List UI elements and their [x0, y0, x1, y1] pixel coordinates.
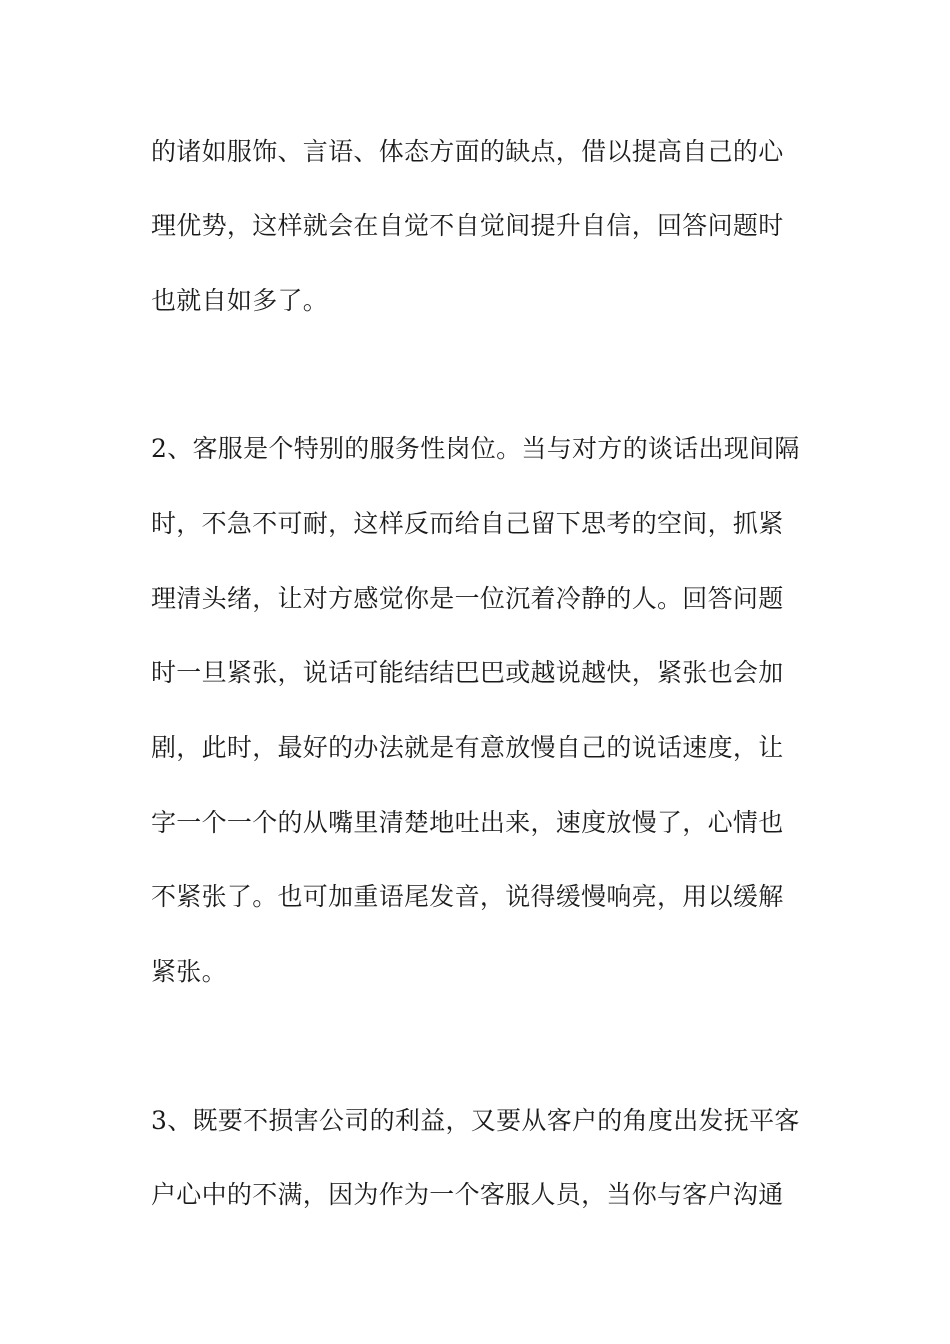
text-line: 也就自如多了。: [151, 286, 329, 315]
text-line: 字一个一个的从嘴里清楚地吐出来，速度放慢了，心情也: [151, 808, 784, 837]
text-line: 剧，此时，最好的办法就是有意放慢自己的说话速度，让: [151, 733, 784, 762]
text-line: 2、客服是个特别的服务性岗位。当与对方的谈话出现间隔: [151, 434, 800, 463]
text-line: 时，不急不可耐，这样反而给自己留下思考的空间，抓紧: [151, 509, 784, 538]
text-line: 不紧张了。也可加重语尾发音，说得缓慢响亮，用以缓解: [151, 882, 784, 911]
text-line: 理清头绪，让对方感觉你是一位沉着冷静的人。回答问题: [151, 584, 784, 613]
text-line: 的诸如服饰、言语、体态方面的缺点，借以提高自己的心: [151, 137, 784, 166]
text-line: 3、既要不损害公司的利益，又要从客户的角度出发抚平客: [151, 1106, 800, 1135]
text-line: 户心中的不满，因为作为一个客服人员，当你与客户沟通: [151, 1180, 784, 1209]
text-line: 时一旦紧张，说话可能结结巴巴或越说越快，紧张也会加: [151, 658, 784, 687]
text-line: 紧张。: [151, 957, 227, 986]
text-line: 理优势，这样就会在自觉不自觉间提升自信，回答问题时: [151, 211, 784, 240]
